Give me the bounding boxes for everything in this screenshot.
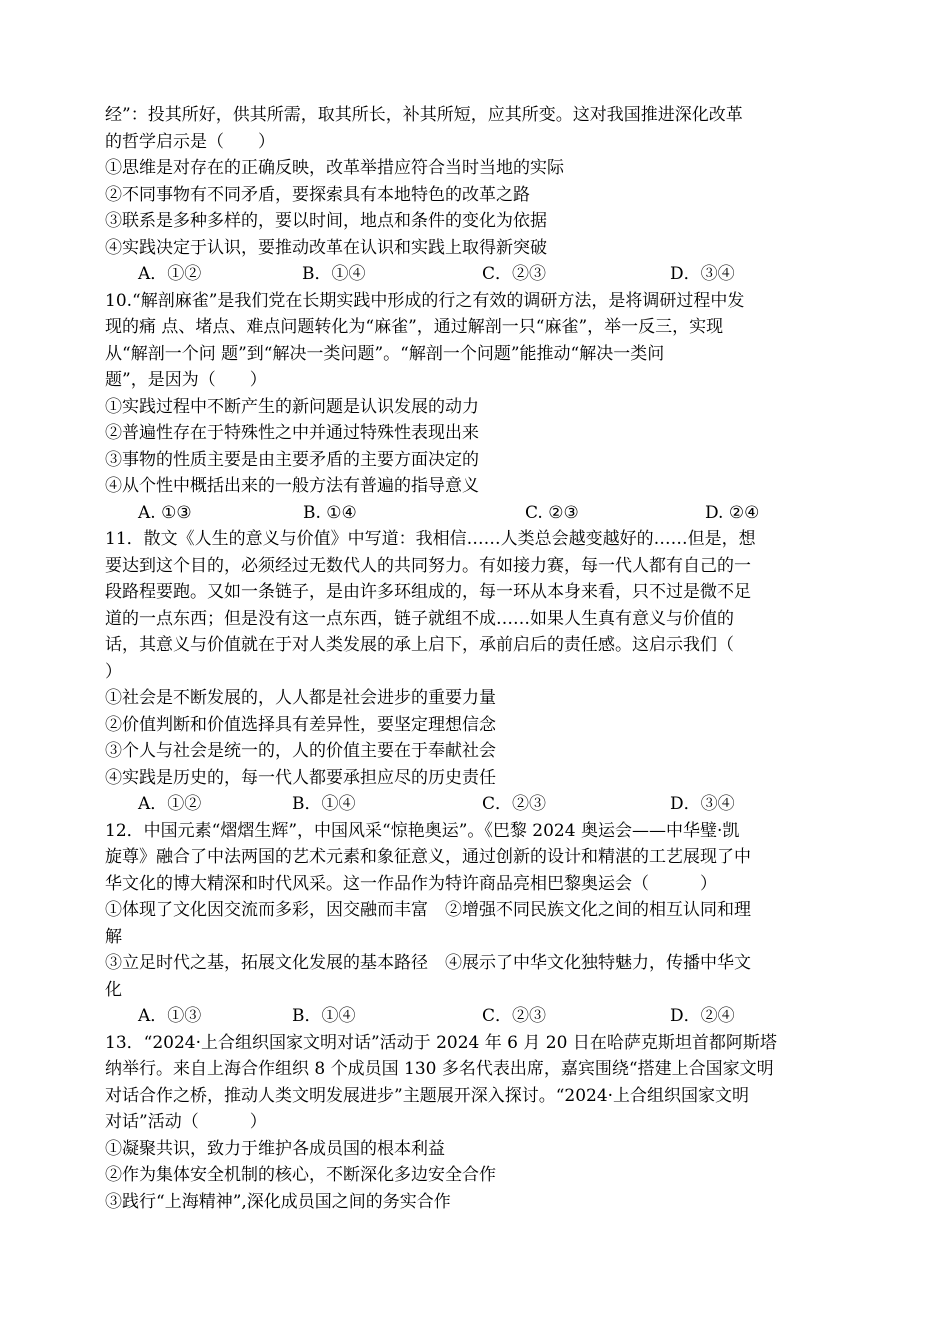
question-13 [105, 1030, 845, 1216]
q12-option-d: D．②④ [670, 1006, 735, 1026]
q9-option-c: C．②③ [482, 264, 547, 284]
q11-option-a: A．①② [138, 794, 202, 814]
q11-stem-line: 段路程要跑。又如一条链子，是由许多环组成的，每一环从本身来看，只不过是微不足 [105, 582, 751, 602]
q9-stem-line: 的哲学启示是（ ） [105, 131, 275, 152]
q10-item-4: ④从个性中概括出来的一般方法有普遍的指导意义 [105, 476, 479, 496]
q10-item-1: ①实践过程中不断产生的新问题是认识发展的动力 [105, 396, 479, 417]
q11-item-2: ②价值判断和价值选择具有差异性，要坚定理想信念 [105, 714, 496, 735]
q10-option-b: B. ①④ [303, 502, 357, 523]
q12-stem-line: 旋尊》融合了中法两国的艺术元素和象征意义，通过创新的设计和精湛的工艺展现了中 [105, 847, 751, 867]
q9-item-1: ①思维是对存在的正确反映，改革举措应符合当时当地的实际 [105, 158, 564, 178]
q12-option-c: C．②③ [482, 1006, 547, 1026]
q11-stem-line: 道的一点东西；但是没有这一点东西，链子就组不成……如果人生真有意义与价值的 [105, 608, 734, 629]
q11-stem-line: 话，其意义与价值就在于对人类发展的承上启下，承前启后的责任感。这启示我们（ [105, 635, 734, 655]
q13-stem-line: 13．“2024·上合组织国家文明对话”活动于 2024 年 6 月 20 日在哈萨克斯坦首都阿斯塔 [105, 1032, 777, 1053]
q12-item-wrap: 化 [105, 979, 122, 1000]
q13-stem-line: 对话合作之桥，推动人类文明发展进步”主题展开深入探讨。“2024·上合组织国家文明 [105, 1085, 750, 1106]
q11-item-3: ③个人与社会是统一的，人的价值主要在于奉献社会 [105, 741, 496, 761]
q10-item-3: ③事物的性质主要是由主要矛盾的主要方面决定的 [105, 449, 479, 470]
q10-stem-line: 现的痛 点、堵点、难点问题转化为“麻雀”，通过解剖一只“麻雀”，举一反三，实现 [105, 317, 724, 337]
q10-stem-line: 10.“解剖麻雀”是我们党在长期实践中形成的行之有效的调研方法，是将调研过程中发 [105, 290, 745, 311]
q12-option-b: B．①④ [292, 1006, 356, 1026]
q11-stem-line: ） [105, 661, 122, 682]
q9-option-a: A．①② [138, 264, 202, 284]
question-10 [105, 288, 845, 527]
question-12 [105, 818, 845, 1030]
q10-option-a: A. ①③ [138, 502, 192, 523]
q12-item-1-2: ①体现了文化因交流而多彩，因交融而丰富 ②增强不同民族文化之间的相互认同和理 [105, 900, 751, 920]
q11-stem-line: 11．散文《人生的意义与价值》中写道：我相信……人类总会越变越好的……但是，想 [105, 529, 756, 549]
q13-item-3: ③践行“上海精神”,深化成员国之间的务实合作 [105, 1191, 451, 1212]
q9-option-d: D．③④ [670, 264, 735, 284]
q9-item-4: ④实践决定于认识，要推动改革在认识和实践上取得新突破 [105, 237, 547, 258]
q11-option-b: B．①④ [292, 794, 356, 814]
exam-page [105, 102, 845, 1215]
q12-stem-line: 12．中国元素“熠熠生辉”，中国风采“惊艳奥运”。《巴黎 2024 奥运会——中华璧·凯 [105, 820, 740, 841]
q10-item-2: ②普遍性存在于特殊性之中并通过特殊性表现出来 [105, 423, 479, 443]
q10-option-d: D. ②④ [705, 502, 760, 523]
q11-stem-line: 要达到这个目的，必须经过无数代人的共同努力。有如接力赛，每一代人都有自己的一 [105, 555, 751, 576]
q12-item-3-4: ③立足时代之基，拓展文化发展的基本路径 ④展示了中华文化独特魅力，传播中华文 [105, 953, 751, 973]
q13-stem-line: 对话”活动（ ） [105, 1112, 267, 1132]
q9-item-3: ③联系是多种多样的，要以时间，地点和条件的变化为依据 [105, 211, 547, 231]
q13-stem-line: 纳举行。来自上海合作组织 8 个成员国 130 多名代表出席，嘉宾围绕“搭建上合国家文明 [105, 1059, 774, 1079]
q13-item-2: ②作为集体安全机制的核心，不断深化多边安全合作 [105, 1165, 496, 1185]
q10-option-c: C. ②③ [525, 502, 579, 523]
q10-stem-line: 从“解剖一个问 题”到“解决一类问题”。“解剖一个问题”能推动“解决一类问 [105, 343, 665, 364]
q10-options [105, 500, 845, 527]
q10-stem-line: 题”，是因为（ ） [105, 370, 267, 390]
q13-item-1: ①凝聚共识，致力于维护各成员国的根本利益 [105, 1138, 445, 1159]
question-9 [105, 102, 845, 288]
q11-options [105, 791, 845, 818]
q9-option-b: B．①④ [302, 264, 366, 284]
q11-item-4: ④实践是历史的，每一代人都要承担应尽的历史责任 [105, 767, 496, 788]
q12-item-wrap: 解 [105, 926, 122, 947]
q12-option-a: A．①③ [138, 1006, 202, 1026]
q9-options [105, 261, 845, 288]
q9-item-2: ②不同事物有不同矛盾，要探索具有本地特色的改革之路 [105, 184, 530, 205]
question-11 [105, 526, 845, 818]
q11-item-1: ①社会是不断发展的，人人都是社会进步的重要力量 [105, 688, 496, 708]
q12-stem-line: 华文化的博大精深和时代风采。这一作品作为特许商品亮相巴黎奥运会（ ） [105, 873, 717, 894]
q11-option-c: C．②③ [482, 794, 547, 814]
q9-stem-line: 经”：投其所好，供其所需，取其所长，补其所短，应其所变。这对我国推进深化改革 [105, 105, 743, 125]
q12-options [105, 1003, 845, 1030]
q11-option-d: D．③④ [670, 794, 735, 814]
